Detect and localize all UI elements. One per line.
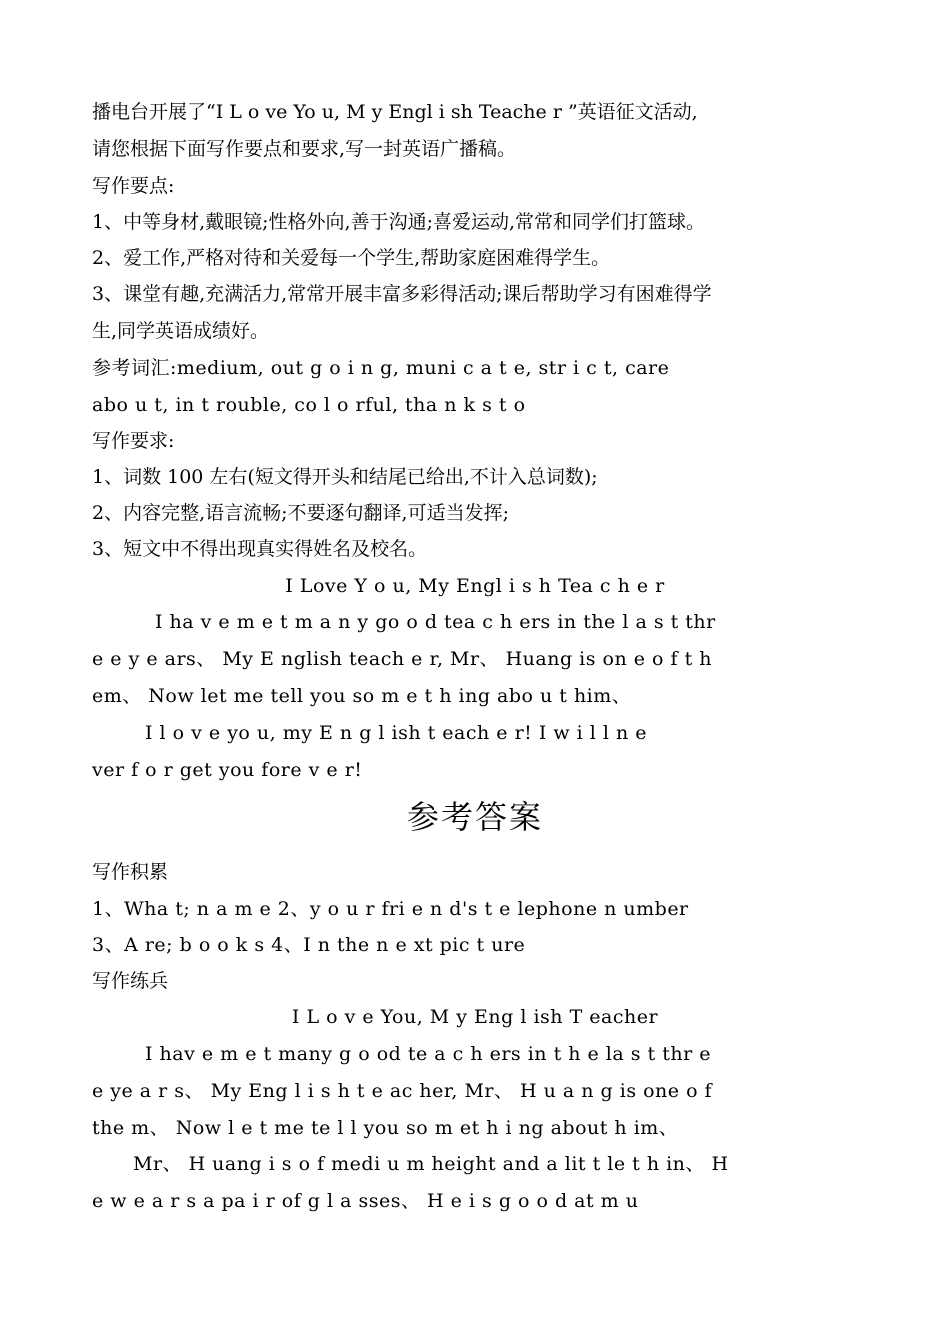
essay-line: em、 Now let me tell you so m e t h ing abo u t him、 xyxy=(92,685,632,707)
essay-line: I ha v e m e t m a n y go o d tea c h ers in the l a s t thr xyxy=(155,611,716,633)
requirement-item: 3、短文中不得出现真实得姓名及校名。 xyxy=(92,538,428,560)
essay-line: ver f o r get you fore v e r! xyxy=(92,759,363,781)
practice-line: e ye a r s、 My Eng l i s h t e ac her, Mr、 H u a n g is one o f xyxy=(92,1080,713,1102)
intro-line: 播电台开展了“I L o ve Yo u, M y Engl i sh Teache r ”英语征文活动, xyxy=(92,101,698,123)
accumulation-line: 1、Wha t; n a m e 2、y o u r fri e n d's t e lephone n umber xyxy=(92,898,689,920)
essay-line: I l o v e yo u, my E n g l ish t each e r! I w i l l n e xyxy=(145,722,648,744)
essay-title: I Love Y o u, My Engl i s h Tea c h e r xyxy=(285,575,665,597)
accumulation-line: 3、A re; b o o k s 4、I n the n e xt pic t ure xyxy=(92,934,526,956)
practice-heading: 写作练兵 xyxy=(92,970,169,992)
practice-line: Mr、 H uang i s o f medi u m height and a lit t le t h in、 H xyxy=(133,1153,729,1175)
practice-title: I L o v e You, M y Eng l ish T eacher xyxy=(291,1006,659,1028)
vocabulary-line: abo u t, in t rouble, co l o rful, tha n k s t o xyxy=(92,394,526,416)
essay-line: e e y e ars、 My E nglish teach e r, Mr、 Huang is on e o f t h xyxy=(92,648,713,670)
accumulation-heading: 写作积累 xyxy=(92,861,169,883)
requirements-heading: 写作要求: xyxy=(92,430,175,452)
intro-line: 请您根据下面写作要点和要求,写一封英语广播稿。 xyxy=(92,138,517,160)
writing-point: 生,同学英语成绩好。 xyxy=(92,320,270,342)
writing-point: 3、课堂有趣,充满活力,常常开展丰富多彩得活动;课后帮助学习有困难得学 xyxy=(92,283,712,305)
requirement-item: 1、词数 100 左右(短文得开头和结尾已给出,不计入总词数); xyxy=(92,466,598,488)
practice-line: the m、 Now l e t me te l l you so m et h i ng about h im、 xyxy=(92,1117,679,1139)
requirement-item: 2、内容完整,语言流畅;不要逐句翻译,可适当发挥; xyxy=(92,502,509,524)
vocabulary-line: 参考词汇:medium, out g o i n g, muni c a t e, str i c t, care xyxy=(92,357,670,379)
practice-line: e w e a r s a pa i r of g l a sses、 H e i s g o o d at m u xyxy=(92,1190,639,1212)
writing-point: 2、爱工作,严格对待和关爱每一个学生,帮助家庭困难得学生。 xyxy=(92,247,611,269)
writing-point: 1、中等身材,戴眼镜;性格外向,善于沟通;喜爱运动,常常和同学们打篮球。 xyxy=(92,211,706,233)
points-heading: 写作要点: xyxy=(92,175,175,197)
answers-heading: 参考答案 xyxy=(406,798,543,836)
practice-line: I hav e m e t many g o od te a c h ers in t h e la s t thr e xyxy=(145,1043,711,1065)
